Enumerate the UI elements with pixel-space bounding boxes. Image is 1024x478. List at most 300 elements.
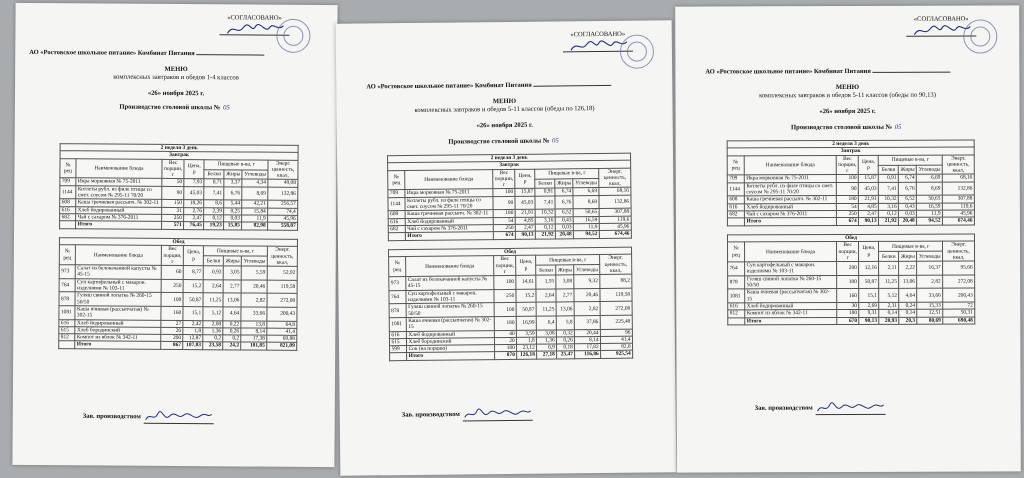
stamp-icon <box>963 19 997 53</box>
fat-cell: 0,26 <box>223 328 241 335</box>
approval-label: «СОГЛАСОВАНО» <box>913 15 969 23</box>
carbs-cell: 4,34 <box>242 179 268 186</box>
production-line <box>337 136 673 147</box>
portion-header: Вес порции, г <box>836 155 858 175</box>
price-cell: 2,76 <box>184 207 204 214</box>
carbs-cell: 9,32 <box>574 275 600 289</box>
carbs-cell: 33,66 <box>241 307 267 321</box>
protein-total: 19,23 <box>204 222 224 229</box>
fat-total: 20,48 <box>556 231 574 238</box>
energy-cell: 52,92 <box>267 266 297 280</box>
protein-cell: 7,41 <box>204 186 224 200</box>
price-cell: 45,03 <box>184 186 204 200</box>
breakfast-label: Завтрак <box>727 147 974 155</box>
protein-header: Белки <box>204 256 224 266</box>
energy-cell: 256,57 <box>268 201 298 209</box>
lunch-label: Обед <box>727 234 974 242</box>
recipe-no-cell: 1081 <box>59 306 75 320</box>
protein-cell: 2,64 <box>203 279 223 293</box>
price-cell: 2,42 <box>183 320 203 327</box>
fat-cell: 6,76 <box>555 196 573 210</box>
energy-total: 925,54 <box>601 351 633 359</box>
price-cell: 2,47 <box>516 224 536 232</box>
energy-header: Энерг. ценность, ккал, <box>267 246 297 266</box>
portion-cell: 90 <box>493 196 515 210</box>
energy-total: 674,46 <box>943 217 975 224</box>
dish-name-cell: Каша гречневая рассыпч. № 302-11 <box>744 196 836 204</box>
price-cell: 23,12 <box>517 344 537 352</box>
portion-header: Вес порции, г <box>837 242 859 262</box>
recipe-no-cell: 878 <box>389 304 406 318</box>
recipe-no-cell: 616 <box>728 303 745 310</box>
recipe-no-cell: 616 <box>59 319 75 326</box>
energy-total: 558,87 <box>268 222 298 230</box>
fat-cell: 4,64 <box>899 289 917 303</box>
total-label: Итого <box>744 218 836 226</box>
table-row <box>59 278 297 293</box>
organization-line <box>29 49 264 58</box>
portion-total: 674 <box>836 218 858 225</box>
protein-cell: 0,91 <box>535 188 555 196</box>
fat-cell: 6,74 <box>899 175 917 182</box>
carbs-cell: 11,9 <box>917 210 943 217</box>
dish-name-cell: Чай с сахаром № 376-2011 <box>744 211 836 219</box>
recipe-no-cell: 973 <box>389 277 406 291</box>
nutrients-header: Пищевые в-ва, г <box>878 155 942 165</box>
fat-cell: 0,25 <box>224 208 242 215</box>
fat-cell: 2,77 <box>556 289 574 303</box>
energy-cell: 119,58 <box>600 288 632 302</box>
total-spacer-cell <box>728 317 745 324</box>
footer-label: Зав. производством <box>401 411 460 419</box>
carbs-cell: 16,59 <box>573 216 599 224</box>
carbs-header: Углеводы <box>917 251 943 261</box>
protein-header: Белки <box>535 179 555 189</box>
protein-cell: 2,08 <box>203 320 223 327</box>
recipe-no-cell: 682 <box>727 211 744 218</box>
fat-cell: 2,22 <box>899 261 917 275</box>
energy-cell: 68,16 <box>599 188 631 196</box>
carbs-total: 82,98 <box>242 222 268 229</box>
dish-name-header: Наименование блюда <box>744 155 836 175</box>
fat-cell: 0,22 <box>223 320 241 327</box>
footer-line <box>755 401 886 415</box>
header-row <box>60 158 298 170</box>
menu-date: «26» ноября 2025 г. <box>819 107 876 116</box>
energy-cell: 41,4 <box>267 328 297 336</box>
dish-name-cell: Чай с сахаром № 376-2011 <box>76 214 162 222</box>
price-cell: 45,03 <box>859 182 879 196</box>
protein-cell: 6,4 <box>536 316 556 330</box>
price-cell: 16,99 <box>516 316 536 330</box>
price-cell: 15,87 <box>515 189 535 197</box>
nutrients-header: Пищевые в-ва, г <box>535 168 599 179</box>
recipe-no-header: № рец <box>389 257 406 277</box>
recipe-no-cell: 1144 <box>60 185 76 199</box>
fat-header: Жиры <box>224 256 242 266</box>
recipe-no-cell: 1081 <box>728 289 745 303</box>
recipe-no-cell: 599 <box>390 346 407 353</box>
price-total: 76,45 <box>184 222 204 229</box>
protein-cell: 2,64 <box>536 289 556 303</box>
breakfast-table <box>387 153 632 241</box>
dish-name-cell: Суп картофельный с макарон. изделиями № 103-11 <box>745 262 837 276</box>
carbs-total: 116,86 <box>575 351 601 359</box>
protein-cell: 0,91 <box>879 175 899 182</box>
carbs-cell: 20,46 <box>574 288 600 302</box>
fat-cell: 0,03 <box>556 224 574 231</box>
dish-name-cell: Каша ячневая (рассыпчатая) № 302-15 <box>745 289 837 303</box>
protein-total: 23,58 <box>203 342 223 349</box>
dish-name-cell: Хлеб йодированный <box>75 319 161 327</box>
carbs-cell: 50,65 <box>573 209 599 217</box>
price-header: Цена, р <box>859 242 879 262</box>
fat-cell: 5,8 <box>556 316 574 330</box>
protein-cell: 0,14 <box>879 310 899 317</box>
fat-cell: 6,52 <box>899 196 917 203</box>
recipe-no-cell: 764 <box>728 262 745 276</box>
production-label: Производство столовой школы № <box>119 103 221 112</box>
approval-label: «СОГЛАСОВАНО» <box>227 14 282 22</box>
recipe-no-cell: 812 <box>59 334 75 341</box>
carbs-cell: 11,9 <box>574 223 600 231</box>
week-day-label: 2 неделя 3 день <box>60 144 298 153</box>
carbs-cell: 16,37 <box>917 261 943 275</box>
table-row <box>727 182 974 196</box>
dish-name-cell: Хлеб бородинский <box>406 337 494 345</box>
recipe-no-cell: 608 <box>388 211 405 218</box>
protein-cell: 10,32 <box>879 196 899 203</box>
carbs-cell: 17,82 <box>575 344 601 352</box>
portion-cell: 54 <box>493 217 515 225</box>
menu-sheet-grades-5-11-lunch-126 <box>336 20 677 475</box>
protein-cell: 5,12 <box>879 289 899 303</box>
portion-total: 674 <box>493 232 515 240</box>
protein-total: 21,92 <box>879 218 899 225</box>
dish-name-cell: Хлеб йодированный <box>744 203 836 211</box>
carbs-total: 94,52 <box>917 217 943 224</box>
dish-name-cell: Салат из белокачанной капусты № 45-15 <box>406 276 494 291</box>
portion-cell: 20 <box>494 337 516 345</box>
recipe-no-cell: 709 <box>388 190 405 197</box>
portion-cell: 30 <box>837 302 859 309</box>
total-label: Итого <box>407 352 495 360</box>
dish-name-cell: Компот из яблок № 342-11 <box>75 334 161 342</box>
fat-cell: 13,06 <box>899 275 917 289</box>
energy-cell: 45,96 <box>942 210 974 217</box>
portion-cell: 100 <box>494 276 516 290</box>
production-line <box>676 123 1020 131</box>
energy-cell: 225,48 <box>600 315 632 329</box>
total-label: Итого <box>75 341 161 349</box>
price-total: 90,13 <box>516 231 536 239</box>
lunch-table <box>58 237 298 350</box>
recipe-no-cell: 812 <box>728 310 745 317</box>
total-row <box>59 341 297 350</box>
portion-total: 870 <box>495 352 517 360</box>
energy-cell: 200,43 <box>267 307 297 321</box>
energy-cell: 68,16 <box>942 175 974 182</box>
price-cell: 1,8 <box>183 327 203 334</box>
energy-cell: 307,88 <box>942 195 974 202</box>
dish-name-cell: Каша ячневая (рассыпчатая) № 302-15 <box>406 317 494 332</box>
energy-cell: 119,58 <box>267 280 297 294</box>
price-cell: 8,77 <box>183 266 203 280</box>
recipe-no-cell: 1144 <box>727 183 744 197</box>
protein-cell: 3,16 <box>535 217 555 225</box>
price-cell: 15,1 <box>859 289 879 303</box>
energy-cell: 272,08 <box>943 275 975 289</box>
portion-total: 670 <box>837 317 859 324</box>
production-line <box>15 103 337 112</box>
dish-name-cell: Суп картофельный с макарон. изделиями № 103-11 <box>406 289 494 304</box>
fat-cell: 13,06 <box>223 293 241 307</box>
total-row <box>727 217 974 225</box>
carbs-header: Углеводы <box>242 169 268 179</box>
lunch-table <box>727 234 975 326</box>
energy-header: Энерг. ценность, ккал, <box>599 168 631 188</box>
dish-name-cell: Котлеты рубл. из филе птицы со смет. соусом № 295-11 70/20 <box>405 196 493 211</box>
protein-cell: 10,32 <box>535 209 555 217</box>
carbs-cell: 2,82 <box>917 275 943 289</box>
carbs-cell: 42,21 <box>242 200 268 207</box>
school-number: 05 <box>894 123 902 131</box>
stamp-icon <box>620 34 654 68</box>
energy-cell: 49,08 <box>268 180 298 188</box>
recipe-no-cell: 616 <box>60 206 76 213</box>
protein-cell: 0,93 <box>203 266 223 280</box>
dish-name-cell: Котлеты рубл. из филе птицы со смет. соусом № 295-11 70/20 <box>744 182 836 196</box>
price-header: Цена, р <box>515 169 535 189</box>
nutrients-header: Пищевые в-ва, г <box>204 159 268 169</box>
nutrients-header: Пищевые в-ва, г <box>204 246 268 256</box>
carbs-cell: 15,33 <box>917 302 943 309</box>
recipe-no-header: № рец <box>60 158 76 178</box>
recipe-no-cell: 682 <box>388 226 405 233</box>
total-spacer-cell <box>727 218 744 225</box>
fat-total: 15,85 <box>224 222 242 229</box>
price-cell: 12,16 <box>859 262 879 276</box>
energy-cell: 272,08 <box>267 294 297 308</box>
portion-cell: 100 <box>836 175 858 182</box>
price-header: Цена, р <box>516 255 536 275</box>
menu-title-block <box>15 65 337 99</box>
carbs-cell: 20,46 <box>241 280 267 294</box>
energy-header: Энерг. ценность, ккал, <box>268 160 298 180</box>
fat-cell: 6,76 <box>899 182 917 196</box>
fat-total: 20,48 <box>899 218 917 225</box>
menu-date: «26» ноября 2025 г. <box>476 121 533 130</box>
dish-name-cell: Хлеб йодированный <box>76 206 162 214</box>
dish-name-cell: Хлеб йодированный <box>405 217 493 225</box>
organization-underline <box>873 72 951 73</box>
organization-underline <box>197 54 265 55</box>
dish-name-cell: Сок (на порцию) <box>407 345 495 353</box>
dish-name-header: Наименование блюда <box>406 256 494 277</box>
portion-cell: 250 <box>161 279 183 293</box>
carbs-cell: 8,69 <box>917 182 943 196</box>
dish-name-cell: Компот из яблок № 342-11 <box>745 310 837 318</box>
energy-cell: 41,4 <box>601 336 633 344</box>
portion-cell: 250 <box>494 289 516 303</box>
fat-cell: 2,77 <box>223 280 241 294</box>
carbs-cell: 33,66 <box>917 289 943 303</box>
protein-cell: 5,12 <box>203 307 223 321</box>
price-cell: 15,2 <box>183 279 203 293</box>
fat-cell: 0,43 <box>899 203 917 210</box>
energy-cell: 69,88 <box>267 335 297 343</box>
portion-cell: 180 <box>493 210 515 218</box>
recipe-no-cell: 616 <box>389 331 406 338</box>
energy-cell: 272,08 <box>600 302 632 316</box>
price-total: 126,18 <box>517 352 537 360</box>
energy-total: 821,09 <box>267 343 297 351</box>
price-cell: 15,87 <box>859 175 879 182</box>
dish-name-cell: Гуляш свиной лопатка № 260-15 50/50 <box>75 292 161 306</box>
carbs-cell: 2,82 <box>241 293 267 307</box>
recipe-no-cell: 709 <box>727 175 744 182</box>
energy-header: Энерг. ценность, ккал, <box>942 155 974 175</box>
protein-cell: 11,25 <box>879 275 899 289</box>
portion-cell: 100 <box>837 275 859 289</box>
fat-cell: 0,03 <box>224 215 242 222</box>
energy-cell: 200,43 <box>943 288 975 302</box>
fat-total: 25,47 <box>557 351 575 358</box>
protein-cell: 0,9 <box>537 344 557 352</box>
carbs-total: 101,85 <box>241 342 267 349</box>
nutrients-header: Пищевые в-ва, г <box>879 241 943 251</box>
price-cell: 4,85 <box>515 217 535 225</box>
school-number: 05 <box>223 104 230 112</box>
carbs-header: Углеводы <box>573 178 599 188</box>
header-row <box>59 245 297 257</box>
protein-cell: 1,55 <box>536 275 556 289</box>
portion-header: Вес порции, г <box>161 246 183 266</box>
carbs-cell: 5,59 <box>242 266 268 280</box>
dish-name-header: Наименование блюда <box>76 158 162 178</box>
energy-cell: 95,66 <box>943 261 975 275</box>
total-spacer-cell <box>388 233 405 240</box>
energy-cell: 132,86 <box>599 195 631 209</box>
price-header: Цена, р <box>184 159 204 179</box>
price-cell: 21,91 <box>859 196 879 203</box>
organization-line <box>366 81 611 91</box>
dish-name-cell: Гуляш свиной лопатка № 260-15 50/50 <box>745 275 837 289</box>
carbs-cell: 17,38 <box>241 335 267 342</box>
dish-name-cell: Икра морковная № 75-2011 <box>744 175 836 183</box>
fat-cell: 3,37 <box>224 179 242 186</box>
energy-cell: 64,8 <box>267 321 297 329</box>
production-label: Производство столовой школы № <box>448 137 550 146</box>
fat-cell: 0,14 <box>899 310 917 317</box>
menu-subtitle: комплексных завтраков и обедов 1-4 классов <box>113 73 239 82</box>
lunch-label: Обед <box>389 247 632 257</box>
dish-name-cell: Чай с сахаром № 376-2011 <box>405 225 493 233</box>
portion-cell: 180 <box>836 196 858 203</box>
portion-cell: 150 <box>162 200 184 207</box>
signature-icon <box>816 401 886 415</box>
footer-label: Зав. производством <box>82 412 141 421</box>
signature-icon <box>144 410 214 424</box>
portion-cell: 60 <box>161 266 183 280</box>
portion-cell: 20 <box>161 327 183 334</box>
carbs-cell: 15,84 <box>242 208 268 215</box>
footer-signature <box>816 401 886 415</box>
recipe-no-cell: 608 <box>60 199 76 206</box>
price-cell: 1,8 <box>517 337 537 345</box>
recipe-no-cell: 1144 <box>388 197 405 211</box>
energy-cell: 72 <box>943 302 975 309</box>
menu-title: МЕНЮ <box>164 65 188 74</box>
total-label: Итого <box>745 317 837 325</box>
fat-header: Жиры <box>899 165 917 175</box>
recipe-no-cell: 615 <box>59 327 75 334</box>
signature-icon <box>463 407 533 422</box>
price-cell: 18,26 <box>184 200 204 207</box>
energy-cell: 132,86 <box>268 187 298 201</box>
lunch-table <box>388 247 633 361</box>
week-day-label: 2 неделя 3 день <box>727 140 974 148</box>
portion-cell: 250 <box>836 210 858 217</box>
footer-signature <box>144 410 214 424</box>
fat-header: Жиры <box>899 251 917 261</box>
fat-cell: 6,76 <box>224 187 242 201</box>
recipe-no-cell: 709 <box>60 178 76 185</box>
footer-label: Зав. производством <box>754 404 813 412</box>
total-row <box>728 317 975 325</box>
protein-cell: 11,25 <box>203 293 223 307</box>
price-total: 90,13 <box>859 218 879 225</box>
portion-cell: 180 <box>837 310 859 317</box>
portion-cell: 100 <box>493 189 515 197</box>
price-total: 90,13 <box>859 317 879 324</box>
production-label: Производство столовой школы № <box>791 123 893 132</box>
fat-header: Жиры <box>556 265 574 275</box>
dish-name-cell: Хлеб бородинский <box>75 327 161 335</box>
fat-cell: 6,52 <box>555 209 573 216</box>
protein-cell: 8,6 <box>204 200 224 207</box>
dish-name-cell: Гуляш свиной лопатка № 260-15 50/50 <box>406 303 494 318</box>
dish-name-header: Наименование блюда <box>75 245 161 265</box>
fat-total: 20,3 <box>899 317 917 324</box>
portion-header: Вес порции, г <box>494 256 516 276</box>
protein-header: Белки <box>536 265 556 275</box>
protein-cell: 0,2 <box>203 335 223 342</box>
energy-cell: 119,6 <box>942 203 974 210</box>
protein-total: 20,93 <box>879 317 899 324</box>
protein-cell: 1,36 <box>203 328 223 335</box>
energy-cell: 45,96 <box>268 215 298 223</box>
menu-sheet-grades-5-11-lunch-90 <box>675 5 1021 472</box>
price-cell: 2,47 <box>184 215 204 222</box>
total-label: Итого <box>405 232 493 240</box>
energy-header: Энерг. ценность, ккал, <box>600 254 632 274</box>
price-cell: 45,03 <box>515 196 535 210</box>
recipe-no-header: № рец <box>727 155 744 175</box>
recipe-no-cell: 616 <box>388 218 405 225</box>
carbs-cell: 6,69 <box>917 175 943 182</box>
fat-cell: 13,06 <box>556 302 574 316</box>
protein-header: Белки <box>879 165 899 175</box>
price-cell: 14,61 <box>516 275 536 289</box>
menu-sheet-grades-1-4 <box>12 3 337 467</box>
breakfast-table <box>727 140 975 226</box>
fat-cell: 3,08 <box>556 275 574 289</box>
stamp-icon <box>276 19 310 53</box>
recipe-no-header: № рец <box>59 245 75 265</box>
menu-title: МЕНЮ <box>835 83 860 92</box>
total-row <box>60 221 298 230</box>
